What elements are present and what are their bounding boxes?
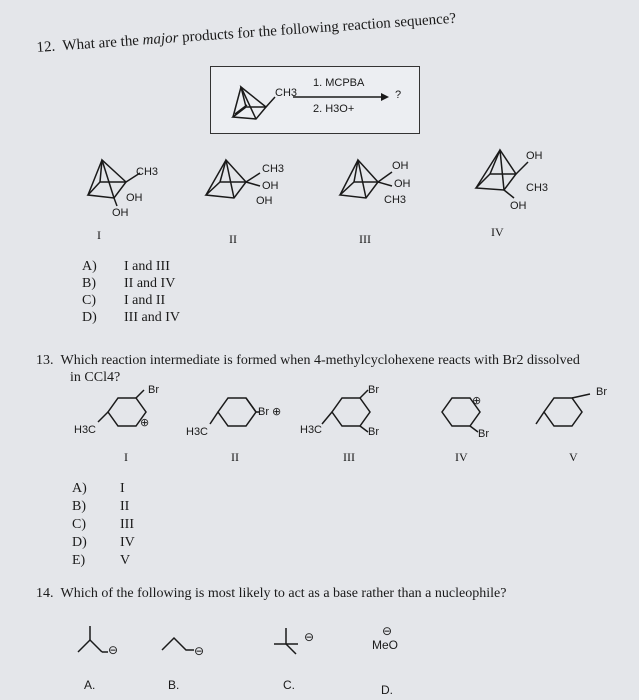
q14-D-charge: ⊖ [382, 624, 393, 638]
q12-IV-label-oh2: OH [510, 200, 527, 212]
reaction-step2: 2. H3O+ [313, 103, 355, 115]
reaction-ch3-label: CH3 [275, 87, 298, 99]
q12-choice-c[interactable]: C) I and II [82, 293, 166, 308]
q13-V-label-br: Br [596, 386, 607, 398]
q13-choice-d[interactable]: D) IV [72, 535, 135, 550]
q12-text-major: major [142, 30, 179, 49]
q12-IV-label-ch3: CH3 [526, 182, 549, 194]
q14-number: 14. [36, 586, 54, 601]
q13-choice-a[interactable]: A) I [72, 481, 125, 496]
q12-choice-a[interactable]: A) I and III [82, 259, 170, 274]
q12-I-label-ch3: CH3 [136, 166, 159, 178]
q12-III-label-ch3: CH3 [384, 194, 407, 206]
reaction-step1: 1. MCPBA [313, 77, 365, 89]
q13-number: 13. [36, 353, 54, 368]
q14-D-label: MeO [372, 638, 399, 652]
q12-I-label-oh1: OH [126, 192, 143, 204]
q14-letter-B[interactable]: B. [168, 678, 180, 692]
q13-numeral-II: II [231, 450, 239, 464]
q12-III-label-oh2: OH [394, 178, 411, 190]
q13-numeral-I: I [124, 450, 128, 464]
q14-text: Which of the following is most likely to act as a base rather than a nucleophile? [60, 586, 507, 601]
q13-text-line1: Which reaction intermediate is formed when 4-methylcyclohexene reacts with Br2 dissolved [60, 353, 580, 368]
q13-numeral-V: V [569, 450, 578, 464]
q12-choice-d[interactable]: D) III and IV [82, 310, 180, 325]
q13-IV-label-plus: ⊕ [472, 395, 482, 407]
q13-III-label-br1: Br [368, 384, 379, 396]
q14-A-label: ⊖ [108, 643, 119, 657]
q13-choice-e[interactable]: E) V [72, 553, 131, 568]
q12-choice-b[interactable]: B) II and IV [82, 276, 176, 291]
q13-III-label-h3c: H3C [300, 424, 323, 436]
q13-IV-label-br: Br [478, 428, 489, 440]
q13-choice-b[interactable]: B) II [72, 499, 130, 514]
q14-structure-B-drawing [162, 638, 194, 650]
q12-text-a: What are the [61, 32, 140, 55]
q14-letter-A[interactable]: A. [84, 678, 96, 692]
q12-II-label-oh2: OH [256, 195, 273, 207]
q14-C-label: ⊖ [304, 630, 315, 644]
q12-numeral-IV: IV [491, 225, 504, 239]
q12-numeral-III: III [359, 232, 371, 246]
q12-numeral-II: II [229, 232, 237, 246]
q14-structure-C-drawing [274, 628, 298, 654]
q12-text-b: products for the following reaction sequence? [181, 10, 457, 46]
reaction-product: ? [395, 89, 402, 101]
q14-structure-A-drawing [78, 626, 108, 652]
q13-text-line2: in CCl4? [70, 370, 121, 385]
q12-II-label-ch3: CH3 [262, 163, 285, 175]
q14-letter-C[interactable]: C. [283, 678, 295, 692]
q13-I-label-plus: ⊕ [140, 417, 150, 429]
q13-I-label-h3c: H3C [74, 424, 97, 436]
q13-III-label-br2: Br [368, 426, 379, 438]
q13-I-label-br: Br [148, 384, 159, 396]
q14-B-label: ⊖ [194, 644, 205, 658]
q12-number: 12. [36, 38, 56, 56]
q13-II-label-br-plus: Br ⊕ [258, 406, 282, 418]
q13-II-label-h3c: H3C [186, 426, 209, 438]
q12-III-label-oh1: OH [392, 160, 409, 172]
q13-numeral-III: III [343, 450, 355, 464]
q12-I-label-oh2: OH [112, 207, 129, 219]
q12-II-label-oh1: OH [262, 180, 279, 192]
q14-letter-D[interactable]: D. [381, 683, 393, 697]
q12-numeral-I: I [97, 228, 101, 242]
q13-numeral-IV: IV [455, 450, 468, 464]
q12-IV-label-oh1: OH [526, 150, 543, 162]
q13-choice-c[interactable]: C) III [72, 517, 134, 532]
